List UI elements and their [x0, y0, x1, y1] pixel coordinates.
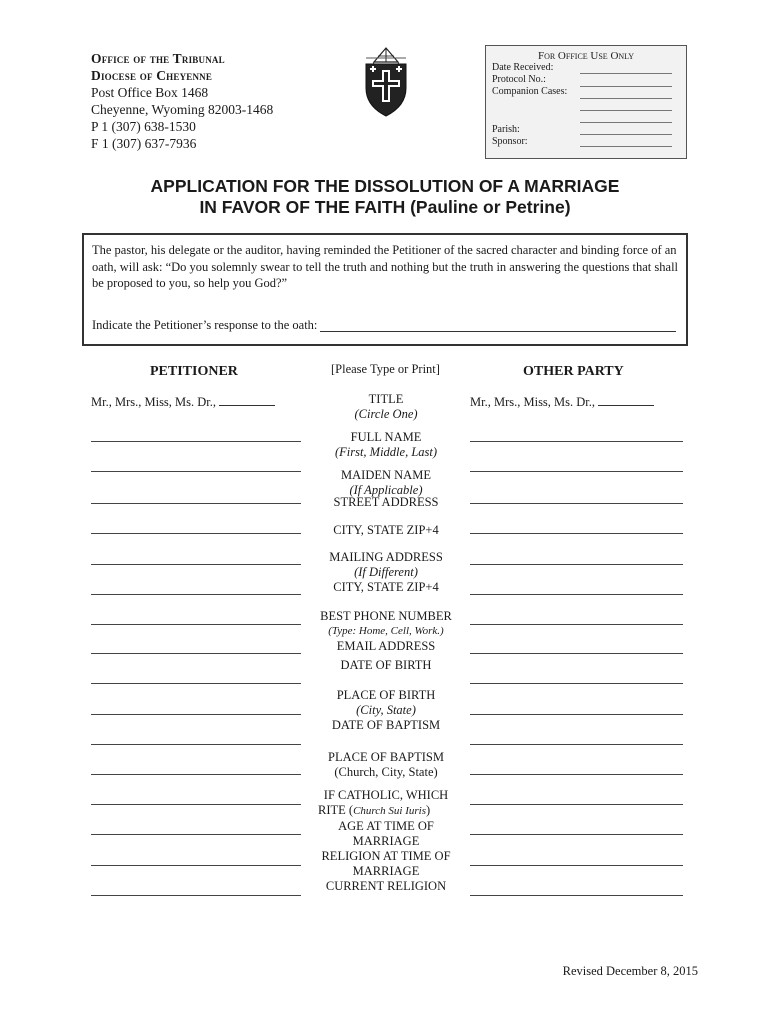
- other-street-line[interactable]: [470, 503, 683, 504]
- title-hint: (Circle One): [354, 407, 418, 421]
- place-of-baptism-label-text: PLACE OF BAPTISM: [328, 750, 444, 764]
- date-of-birth-label: DATE OF BIRTH: [340, 658, 432, 672]
- title-label: [300, 392, 472, 422]
- petitioner-heading: PETITIONER: [150, 364, 238, 379]
- mailing-address-hint: (If Different): [354, 565, 418, 579]
- age-at-marriage-label-2: MARRIAGE: [352, 834, 420, 848]
- companion-cases-line-2[interactable]: [580, 110, 672, 111]
- age-at-marriage-label: AGE AT TIME OF: [338, 819, 434, 833]
- maiden-name-label: [300, 468, 472, 498]
- other-party-heading: OTHER PARTY: [523, 364, 624, 379]
- petitioner-title-blank[interactable]: [219, 404, 275, 406]
- mailing-city-state-zip-label: CITY, STATE ZIP+4: [333, 580, 439, 594]
- other-party-title-blank[interactable]: [598, 404, 654, 406]
- companion-cases-line-1[interactable]: [580, 98, 672, 99]
- oath-response-line[interactable]: [320, 331, 676, 332]
- petitioner-mailing-city-line[interactable]: [91, 594, 301, 595]
- other-full-name-line[interactable]: [470, 441, 683, 442]
- petitioner-religion-at-marriage-line[interactable]: [91, 865, 301, 866]
- other-religion-at-marriage-line[interactable]: [470, 865, 683, 866]
- type-or-print-note: [Please Type or Print]: [331, 362, 440, 376]
- form-title-line-1: APPLICATION FOR THE DISSOLUTION OF A MARRIAGE: [150, 176, 620, 196]
- mailing-address-label-text: MAILING ADDRESS: [329, 550, 443, 564]
- place-of-baptism-hint: (Church, City, State): [334, 765, 438, 779]
- petitioner-email-line[interactable]: [91, 653, 301, 654]
- companion-cases-label: Companion Cases:: [492, 86, 568, 97]
- phone-line: P 1 (307) 638-1530: [91, 119, 196, 134]
- other-email-line[interactable]: [470, 653, 683, 654]
- office-use-title: For Office Use Only: [537, 50, 635, 62]
- other-phone-line[interactable]: [470, 624, 683, 625]
- place-of-birth-hint: (City, State): [356, 703, 416, 717]
- full-name-hint: (First, Middle, Last): [334, 445, 438, 459]
- other-maiden-name-line[interactable]: [470, 471, 683, 472]
- rite-label: [300, 788, 472, 894]
- maiden-name-hint: (If Applicable): [349, 483, 423, 497]
- date-received-label: Date Received:: [492, 62, 554, 73]
- oath-text: The pastor, his delegate or the auditor, having reminded the Petitioner of the sacred character and binding force of an oath, will ask: “Do you solemnly swear to tell the truth and nothing but the truth in answering the questions that shall be proposed to you, so help you God?”: [92, 243, 679, 290]
- maiden-name-label-text: MAIDEN NAME: [341, 468, 431, 482]
- place-of-birth-label: [300, 688, 472, 733]
- petitioner-maiden-name-line[interactable]: [91, 471, 301, 472]
- petitioner-city-line[interactable]: [91, 533, 301, 534]
- companion-cases-line-3[interactable]: [580, 122, 672, 123]
- protocol-no-line[interactable]: [580, 86, 672, 87]
- phone-label: [300, 609, 472, 654]
- other-current-religion-line[interactable]: [470, 895, 683, 896]
- full-name-label: [300, 430, 472, 460]
- other-pobap-line[interactable]: [470, 774, 683, 775]
- place-of-birth-label-text: PLACE OF BIRTH: [336, 688, 436, 702]
- tribunal-address-block: [91, 50, 273, 152]
- city-state-zip-label: CITY, STATE ZIP+4: [333, 523, 439, 537]
- revision-date: Revised December 8, 2015: [562, 964, 698, 978]
- street-address-label: STREET ADDRESS: [333, 495, 439, 509]
- petitioner-pob-line[interactable]: [91, 714, 301, 715]
- diocese-seal-icon: [352, 46, 420, 118]
- rite-label-line-1: IF CATHOLIC, WHICH: [323, 788, 449, 802]
- other-rite-line[interactable]: [470, 804, 683, 805]
- petitioner-street-line[interactable]: [91, 503, 301, 504]
- other-mailing-line[interactable]: [470, 564, 683, 565]
- fax-line: F 1 (307) 637-7936: [91, 136, 197, 151]
- oath-response-label: Indicate the Petitioner’s response to the oath:: [92, 318, 318, 332]
- petitioner-full-name-line[interactable]: [91, 441, 301, 442]
- petitioner-dob-line[interactable]: [91, 683, 301, 684]
- petitioner-phone-line[interactable]: [91, 624, 301, 625]
- petitioner-pobap-line[interactable]: [91, 774, 301, 775]
- sponsor-label: Sponsor:: [492, 136, 528, 147]
- other-pob-line[interactable]: [470, 714, 683, 715]
- other-city-line[interactable]: [470, 533, 683, 534]
- other-party-title-options[interactable]: [470, 395, 654, 410]
- mailing-address-label: [300, 550, 472, 595]
- petitioner-mailing-line[interactable]: [91, 564, 301, 565]
- current-religion-label: CURRENT RELIGION: [325, 879, 447, 893]
- other-age-line[interactable]: [470, 834, 683, 835]
- petitioner-title-options[interactable]: [91, 395, 275, 410]
- other-dob-line[interactable]: [470, 683, 683, 684]
- petitioner-rite-line[interactable]: [91, 804, 301, 805]
- date-of-baptism-label: DATE OF BAPTISM: [331, 718, 441, 732]
- form-title-line-2: IN FAVOR OF THE FAITH (Pauline or Petrine): [199, 197, 571, 217]
- rite-label-line-2: RITE (: [318, 803, 354, 817]
- parish-line[interactable]: [580, 134, 672, 135]
- form-title: [0, 176, 770, 218]
- phone-hint: (Type: Home, Cell, Work.): [328, 625, 444, 637]
- office-name: Office of the Tribunal: [91, 51, 225, 66]
- petitioner-current-religion-line[interactable]: [91, 895, 301, 896]
- phone-label-text: BEST PHONE NUMBER: [320, 609, 452, 623]
- full-name-label-text: FULL NAME: [350, 430, 422, 444]
- parish-label: Parish:: [492, 124, 520, 135]
- religion-at-marriage-label: RELIGION AT TIME OF: [321, 849, 451, 863]
- religion-at-marriage-label-2: MARRIAGE: [352, 864, 420, 878]
- oath-box: [82, 233, 688, 346]
- place-of-baptism-label: [300, 750, 472, 780]
- petitioner-age-line[interactable]: [91, 834, 301, 835]
- city-line: Cheyenne, Wyoming 82003-1468: [91, 102, 274, 117]
- title-label-text: TITLE: [368, 392, 404, 406]
- po-box: Post Office Box 1468: [91, 85, 209, 100]
- email-label: EMAIL ADDRESS: [336, 639, 436, 653]
- diocese-name: Diocese of Cheyenne: [91, 68, 213, 83]
- rite-label-close: ): [426, 803, 431, 817]
- rite-hint: Church Sui Iuris: [353, 805, 426, 817]
- other-dobap-line[interactable]: [470, 744, 683, 745]
- petitioner-title-options-text: Mr., Mrs., Miss, Ms. Dr.,: [91, 395, 217, 409]
- petitioner-dobap-line[interactable]: [91, 744, 301, 745]
- other-party-title-options-text: Mr., Mrs., Miss, Ms. Dr.,: [470, 395, 596, 409]
- sponsor-line[interactable]: [580, 146, 672, 147]
- office-use-box: [485, 45, 687, 159]
- date-received-line[interactable]: [580, 73, 672, 74]
- other-mailing-city-line[interactable]: [470, 594, 683, 595]
- protocol-no-label: Protocol No.:: [492, 74, 546, 85]
